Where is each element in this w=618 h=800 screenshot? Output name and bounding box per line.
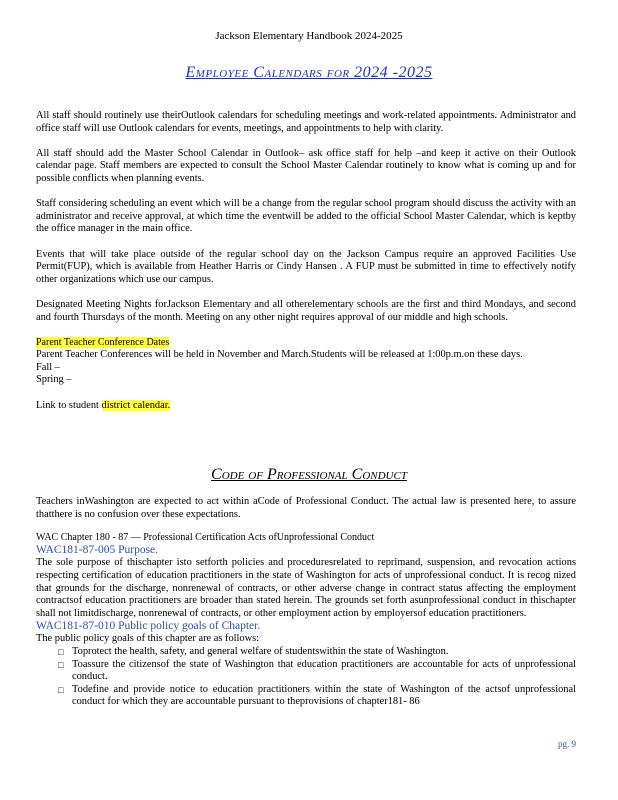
ptc-text: Parent Teacher Conferences will be held in November and March.Students will be released at 1:00p.m.on these days.: [36, 349, 523, 361]
checkbox-bullet-icon: □: [58, 684, 64, 695]
ptc-heading: Parent Teacher Conference Dates: [36, 336, 170, 348]
page-number: pg. 9: [558, 739, 576, 749]
list-item: [58, 684, 576, 709]
paragraph-scheduling: Staff considering scheduling an event which will be a change from the regular school program should discuss the activity with an administrator and receive approval, at which time the eventwill be added to the official School Master Calendar, which is keptby the office manager in the main office.: [36, 198, 576, 235]
ptc-block: [36, 337, 576, 387]
link-prefix: Link to student: [36, 399, 102, 411]
goal-text: Toassure the citizensof the state of Washington that education practitioners are accountable for acts of unprofessional conduct.: [72, 658, 576, 683]
goal-text: Toprotect the health, safety, and general welfare of studentswithin the state of Washington.: [72, 645, 449, 657]
paragraph-outlook: All staff should routinely use theirOutlook calendars for scheduling meetings and work-related appointments. Administrator and office staff will use Outlook calendars for events, meetings, and appointments to help with clarity.: [36, 110, 576, 134]
wac-chapter-heading: WAC Chapter 180 - 87 — Professional Certification Acts ofUnprofessional Conduct: [36, 531, 375, 543]
checkbox-bullet-icon: □: [58, 659, 64, 670]
goal-text: Todefine and provide notice to education practitioners within the state of Washington of the actsof unprofessional conduct for which they are accountable pursuant to theprovisions of chapter181- 86: [72, 683, 576, 708]
calendar-section-body: [36, 110, 576, 425]
professional-conduct-title: Code of Professional Conduct: [211, 466, 407, 483]
paragraph-facilities: Events that will take place outside of the regular school day on the Jackson Campus require an approved Facilities Use Permit(FUP), which is available from Heather Harris or Cindy Hansen . A FUP must be submitted in time to effectively notify other organizations which use our campus.: [36, 248, 576, 285]
checkbox-bullet-icon: □: [58, 646, 64, 657]
paragraph-meeting-nights: Designated Meeting Nights forJackson Elementary and all otherelementary schools are the first and third Mondays, and second and fourth Thursdays of the month. Meeting on any other night requires approval of our middle and high schools.: [36, 298, 576, 323]
running-header: Jackson Elementary Handbook 2024-2025: [215, 30, 403, 42]
wac-purpose-heading: WAC181-87-005 Purpose.: [36, 544, 159, 557]
district-calendar-link[interactable]: district calendar.: [101, 399, 171, 411]
conduct-section-body: [36, 496, 576, 709]
student-calendar-link-line: [36, 400, 576, 413]
list-item: [58, 659, 576, 684]
wac-goals-intro: The public policy goals of this chapter are as follows:: [36, 633, 260, 645]
employee-calendars-title: Employee Calendars for 2024 -2025: [185, 64, 433, 81]
goals-list: [36, 646, 576, 709]
list-item: [58, 646, 576, 659]
conduct-intro: Teachers inWashington are expected to act within aCode of Professional Conduct. The actual law is presented here, to assure thatthere is no confusion over these expectations.: [36, 496, 576, 520]
fall-label: Fall –: [36, 361, 60, 373]
wac-purpose-text: The sole purpose of thischapter isto setforth policies and proceduresrelated to reprimand, suspension, and revocation actions respecting certification of education practitioners in the state of Washington for acts of unprofessional conduct. It is recog nized that grounds for the discharge, nonrenewal of contracts, or other adverse change in contract status affecting the employment contractsof education practitioners are broader than stated herein. The grounds set forth asunprofessional conduct in thischapter shall not limitdischarge, nonrenewal of contracts, or other employment action by employersof education practitioners.: [36, 557, 576, 619]
wac-goals-heading: WAC181-87-010 Public policy goals of Chapter.: [36, 620, 261, 633]
spring-label: Spring –: [36, 374, 72, 386]
paragraph-master-calendar: All staff should add the Master School Calendar in Outlook– ask office staff for help –and keep it active on their Outlook calendar page. Staff members are expected to consult the School Master Calendar routinely to know what is coming up and for possible conflicts when planning events.: [36, 147, 576, 184]
